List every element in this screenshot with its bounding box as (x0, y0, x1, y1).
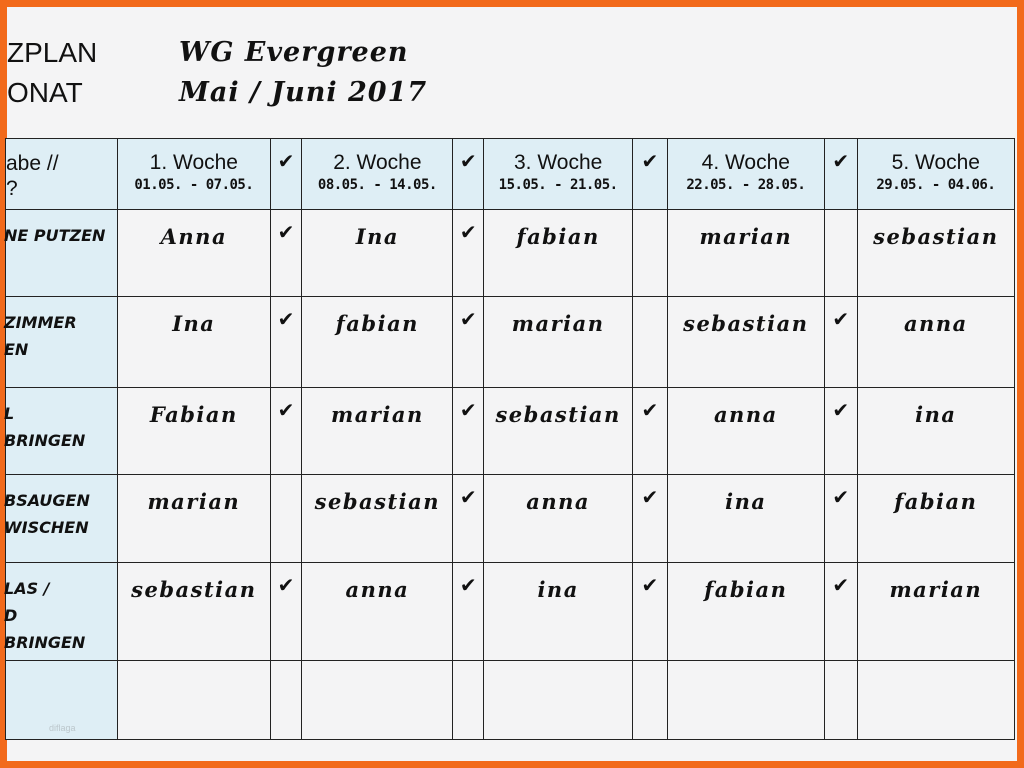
assignee-cell (117, 388, 270, 475)
task-label: LAS / D BRINGEN (4, 579, 86, 652)
task-cell (6, 475, 118, 563)
assignee-cell (302, 475, 453, 563)
assignee-cell (302, 297, 453, 388)
check-mark-icon: ✔ (277, 573, 295, 597)
check-mark-icon: ✔ (832, 307, 850, 331)
month-value: Mai / Juni 2017 (179, 77, 428, 108)
header-row (6, 139, 1015, 210)
assignee-name: anna (713, 402, 778, 427)
done-check-cell (453, 563, 484, 661)
assignee-name: anna (345, 577, 410, 602)
assignee-cell (484, 563, 633, 661)
assignee-cell (667, 388, 824, 475)
week-title: 4. Woche (701, 151, 790, 174)
assignee-cell (857, 661, 1014, 740)
task-row (6, 661, 1015, 740)
done-check-cell (633, 297, 668, 388)
assignee-name: anna (903, 311, 968, 336)
week-header-1 (117, 139, 270, 210)
done-check-cell (270, 475, 302, 563)
task-row (6, 475, 1015, 563)
assignee-cell (302, 563, 453, 661)
corner-label: abe // ? (6, 152, 59, 200)
month-label: ONAT (7, 77, 83, 108)
assignee-name: Fabian (149, 402, 238, 427)
assignee-cell (484, 388, 633, 475)
task-cell (6, 297, 118, 388)
task-label: BSAUGEN WISCHEN (4, 491, 90, 537)
week-header-2 (302, 139, 453, 210)
assignee-name: fabian (894, 489, 978, 514)
assignee-name: marian (889, 577, 983, 602)
assignee-cell (117, 661, 270, 740)
assignee-cell (117, 563, 270, 661)
task-cell (6, 563, 118, 661)
done-check-cell (824, 297, 857, 388)
done-check-cell (824, 210, 857, 297)
task-label: NE PUTZEN (4, 226, 106, 245)
week-dates: 29.05. - 04.06. (876, 177, 996, 193)
assignee-name: Anna (160, 224, 228, 249)
task-row (6, 297, 1015, 388)
assignee-name: marian (511, 311, 605, 336)
plan-value: WG Evergreen (179, 37, 409, 68)
task-row (6, 210, 1015, 297)
assignee-cell (667, 475, 824, 563)
assignee-name: sebastian (683, 311, 809, 336)
assignee-cell (667, 563, 824, 661)
task-row (6, 563, 1015, 661)
done-check-cell (453, 210, 484, 297)
watermark: diflaga (49, 723, 76, 733)
task-label: L BRINGEN (4, 404, 86, 450)
assignee-name: ina (537, 577, 579, 602)
assignee-cell (857, 563, 1014, 661)
assignee-cell (484, 210, 633, 297)
assignee-cell (667, 661, 824, 740)
assignee-name: anna (526, 489, 590, 514)
assignee-name: ina (915, 402, 957, 427)
week-dates: 22.05. - 28.05. (686, 177, 806, 193)
assignee-cell (117, 297, 270, 388)
done-check-cell (633, 661, 668, 740)
assignee-name: marian (330, 402, 424, 427)
task-label: ZIMMER EN (4, 313, 77, 359)
week-title: 1. Woche (149, 151, 238, 174)
week-header-5 (857, 139, 1014, 210)
assignee-cell (667, 297, 824, 388)
check-mark-icon: ✔ (641, 485, 659, 509)
assignee-cell (117, 210, 270, 297)
check-mark-icon: ✔ (459, 307, 477, 331)
done-check-cell (270, 210, 302, 297)
done-check-cell (824, 563, 857, 661)
assignee-cell (302, 661, 453, 740)
done-check-cell (453, 388, 484, 475)
header-check-cell (270, 139, 302, 210)
week-title: 3. Woche (513, 151, 603, 174)
assignee-name: ina (725, 489, 767, 514)
check-mark-icon: ✔ (459, 398, 477, 422)
week-header-3 (484, 139, 633, 210)
done-check-cell (633, 563, 668, 661)
done-check-cell (633, 388, 668, 475)
done-check-cell (270, 297, 302, 388)
check-mark-icon: ✔ (832, 573, 850, 597)
assignee-name: fabian (335, 311, 419, 336)
assignee-name: sebastian (873, 224, 999, 249)
done-check-cell (270, 661, 302, 740)
done-check-cell (824, 475, 857, 563)
check-mark-icon: ✔ (832, 398, 850, 422)
assignee-cell (857, 475, 1014, 563)
cleaning-schedule-table (5, 138, 1015, 740)
assignee-cell (667, 210, 824, 297)
task-cell (6, 210, 118, 297)
assignee-cell (484, 475, 633, 563)
assignee-cell (857, 297, 1014, 388)
assignee-name: marian (147, 489, 241, 514)
assignee-cell (484, 297, 633, 388)
assignee-cell (857, 388, 1014, 475)
week-title: 2. Woche (333, 151, 422, 174)
check-mark-icon: ✔ (459, 220, 477, 244)
assignee-name: Ina (172, 311, 216, 336)
task-row (6, 388, 1015, 475)
done-check-cell (270, 388, 302, 475)
assignee-name: fabian (704, 577, 788, 602)
done-check-cell (633, 210, 668, 297)
check-mark-icon: ✔ (832, 149, 850, 173)
done-check-cell (824, 661, 857, 740)
check-mark-icon: ✔ (277, 149, 295, 173)
assignee-name: sebastian (495, 402, 621, 427)
assignee-name: fabian (516, 224, 600, 249)
week-title: 5. Woche (891, 151, 980, 174)
task-label (4, 661, 117, 673)
assignee-cell (302, 210, 453, 297)
check-mark-icon: ✔ (277, 220, 295, 244)
done-check-cell (453, 661, 484, 740)
corner-cell (6, 139, 118, 210)
assignee-name: sebastian (314, 489, 441, 514)
check-mark-icon: ✔ (641, 149, 659, 173)
done-check-cell (633, 475, 668, 563)
done-check-cell (270, 563, 302, 661)
plan-label: ZPLAN (7, 37, 98, 68)
header-check-cell (633, 139, 668, 210)
header-check-cell (824, 139, 857, 210)
assignee-cell (484, 661, 633, 740)
check-mark-icon: ✔ (832, 485, 850, 509)
check-mark-icon: ✔ (641, 573, 659, 597)
assignee-name: marian (699, 224, 793, 249)
check-mark-icon: ✔ (459, 149, 477, 173)
header-check-cell (453, 139, 484, 210)
assignee-cell (857, 210, 1014, 297)
assignee-cell (302, 388, 453, 475)
assignee-name: sebastian (131, 577, 257, 602)
check-mark-icon: ✔ (459, 485, 477, 509)
check-mark-icon: ✔ (277, 398, 295, 422)
done-check-cell (824, 388, 857, 475)
schedule-sheet (4, 7, 1017, 761)
week-header-4 (667, 139, 824, 210)
check-mark-icon: ✔ (641, 398, 659, 422)
week-dates: 08.05. - 14.05. (317, 177, 437, 193)
week-dates: 15.05. - 21.05. (498, 177, 618, 193)
task-cell (6, 388, 118, 475)
assignee-name: Ina (355, 224, 399, 249)
done-check-cell (453, 297, 484, 388)
week-dates: 01.05. - 07.05. (134, 177, 254, 193)
done-check-cell (453, 475, 484, 563)
check-mark-icon: ✔ (459, 573, 477, 597)
assignee-cell (117, 475, 270, 563)
check-mark-icon: ✔ (277, 307, 295, 331)
